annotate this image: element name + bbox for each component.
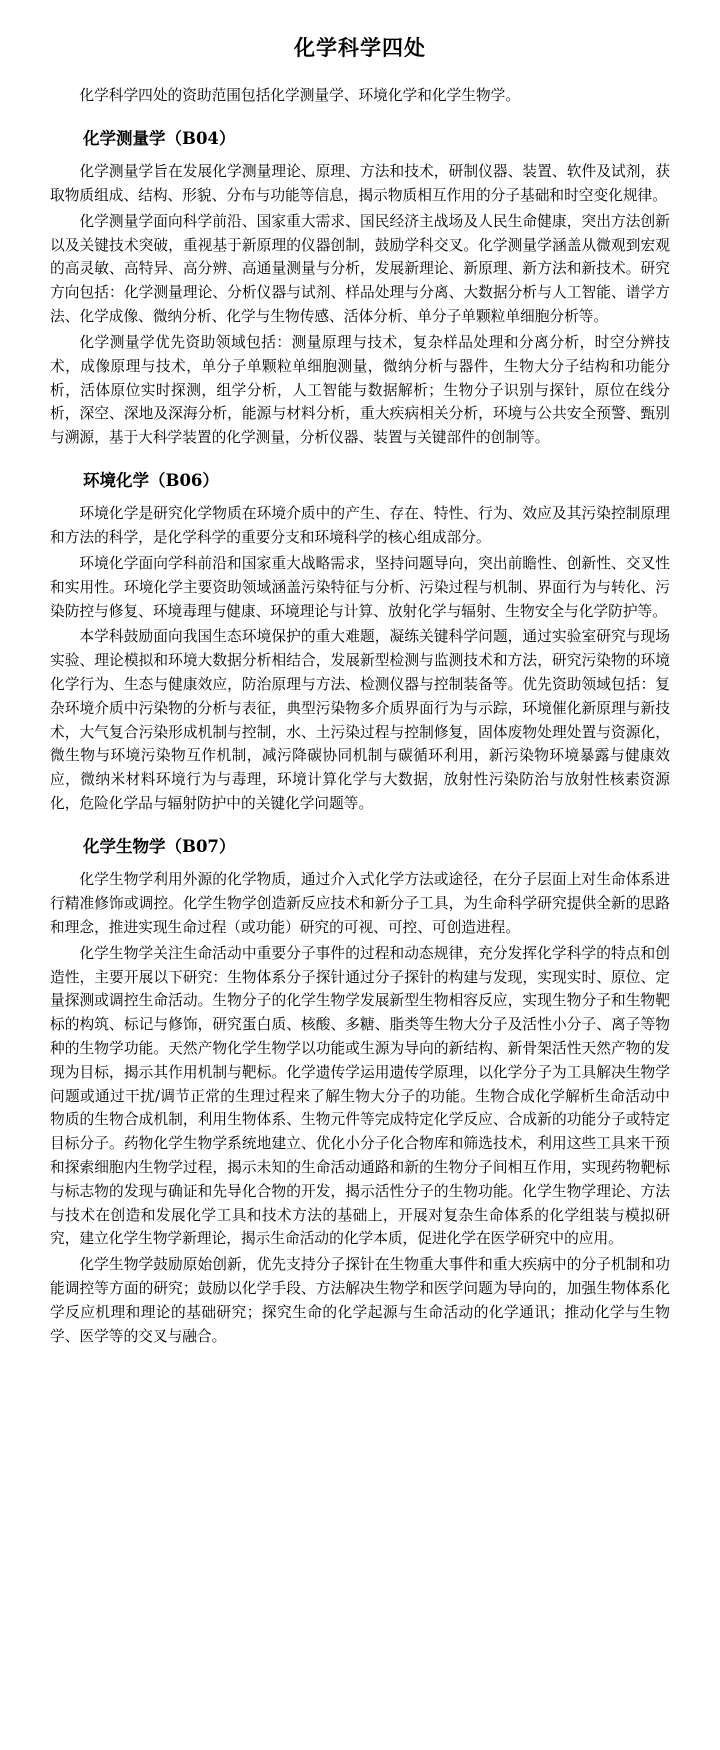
page-title: 化学科学四处 xyxy=(294,35,426,60)
intro-paragraph: 化学科学四处的资助范围包括化学测量学、环境化学和化学生物学。 xyxy=(79,87,521,104)
paragraph: 化学生物学关注生命活动中重要分子事件的过程和动态规律，充分发挥化学科学的特点和创造性，主要开展以下研究：生物体系分子探针通过分子探针的构建与发现，实现实时、原位、定量探测或调控生命活动。生物分子的化学生物学发展新型生物相容反应，实现生物分子和生物靶标的构筑、标记与修饰，研究蛋白质、核酸、多糖、脂类等生物大分子及活性小分子、离子等物种的生物学功能。天然产物化学生物学以功能或生源为导向的新结构、新骨架活性天然产物的发现为目标，揭示其作用机制与靶标。化学遗传学运用遗传学原理，以化学分子为工具解决生物学问题或通过干扰/调节正常的生理过程来了解生物大分子的功能。生物合成化学解析生命活动中物质的生物合成机制，利用生物体系、生物元件等完成特定化学反应、合成新的功能分子或特定目标分子。药物化学生物学系统地建立、优化小分子化合物库和筛选技术，利用这些工具来干预和探索细胞内生物学过程，揭示未知的生命活动通路和新的生物分子间相互作用，实现药物靶标与标志物的发现与确证和先导化合物的开发，揭示活性分子的生物功能。化学生物学理论、方法与技术在创造和发展化学工具和技术方法的基础上，开展对复杂生命体系的化学组装与模拟研究，建立化学生物学新理论，揭示生命活动的化学本质，促进化学在医学研究中的应用。 xyxy=(50,944,670,1248)
section-environmental-chemistry xyxy=(50,468,670,816)
section-heading-b06: 环境化学（B06） xyxy=(83,470,219,490)
paragraph: 化学生物学鼓励原始创新，优先支持分子探针在生物重大事件和重大疾病中的分子机制和功能调控等方面的研究；鼓励以化学手段、方法解决生物学和医学问题为导向的，加强生物体系化学反应机理和理论的基础研究；探究生命的化学起源与生命活动的化学通讯；推动化学与生物学、医学等的交叉与融合。 xyxy=(50,1256,670,1345)
paragraph: 化学测量学旨在发展化学测量理论、原理、方法和技术，研制仪器、装置、软件及试剂，获取物质组成、结构、形貌、分布与功能等信息，揭示物质相互作用的分子基础和时空变化规律。 xyxy=(50,163,670,205)
paragraph: 本学科鼓励面向我国生态环境保护的重大难题，凝练关键科学问题，通过实验室研究与现场实验、理论模拟和环境大数据分析相结合，发展新型检测与监测技术和方法，研究污染物的环境化学行为、生态与健康效应，防治原理与方法、检测仪器与控制装备等。优先资助领域包括：复杂环境介质中污染物的分析与表征，典型污染物多介质界面行为与示踪，环境催化新原理与新技术，大气复合污染形成机制与控制，水、土污染过程与控制修复，固体废物处理处置与资源化，微生物与环境污染物互作机制，减污降碳协同机制与碳循环利用，新污染物环境暴露与健康效应，微纳米材料环境行为与毒理，环境计算化学与大数据，放射性污染防治与放射性核素资源化，危险化学品与辐射防护中的关键化学问题等。 xyxy=(50,628,670,813)
paragraph: 环境化学面向学科前沿和国家重大战略需求，坚持问题导向，突出前瞻性、创新性、交叉性和实用性。环境化学主要资助领域涵盖污染特征与分析、污染过程与机制、界面行为与转化、污染防控与修复、环境毒理与健康、环境理论与计算、放射化学与辐射、生物安全与化学防护等。 xyxy=(50,554,670,620)
section-chemical-metrology xyxy=(50,126,670,450)
section-heading-b04: 化学测量学（B04） xyxy=(83,128,236,148)
section-chemical-biology xyxy=(50,834,670,1349)
paragraph: 环境化学是研究化学物质在环境介质中的产生、存在、特性、行为、效应及其污染控制原理和方法的科学，是化学科学的重要分支和环境科学的核心组成部分。 xyxy=(50,505,670,547)
section-heading-b07: 化学生物学（B07） xyxy=(83,836,236,856)
paragraph: 化学生物学利用外源的化学物质，通过介入式化学方法或途径，在分子层面上对生命体系进行精准修饰或调控。化学生物学创造新反应技术和新分子工具，为生命科学研究提供全新的思路和理念，推进实现生命过程（或功能）研究的可视、可控、可创造进程。 xyxy=(50,871,670,936)
paragraph: 化学测量学优先资助领域包括：测量原理与技术，复杂样品处理和分离分析，时空分辨技术，成像原理与技术，单分子单颗粒单细胞测量，微纳分析与器件，生物大分子结构和功能分析，活体原位实时探测，组学分析，人工智能与数据解析；生物分子识别与探针，原位在线分析，深空、深地及深海分析，能源与材料分析，重大疾病相关分析，环境与公共安全预警、甄别与溯源，基于大科学装置的化学测量，分析仪器、装置与关键部件的创制等。 xyxy=(50,333,670,447)
paragraph: 化学测量学面向科学前沿、国家重大需求、国民经济主战场及人民生命健康，突出方法创新以及关键技术突破，重视基于新原理的仪器创制，鼓励学科交叉。化学测量学涵盖从微观到宏观的高灵敏、高特异、高分辨、高通量测量与分析，发展新理论、新原理、新方法和新技术。研究方向包括：化学测量理论、分析仪器与试剂、样品处理与分离、大数据分析与人工智能、谱学方法、化学成像、微纳分析、化学与生物传感、活体分析、单分子单颗粒单细胞分析等。 xyxy=(50,212,670,326)
